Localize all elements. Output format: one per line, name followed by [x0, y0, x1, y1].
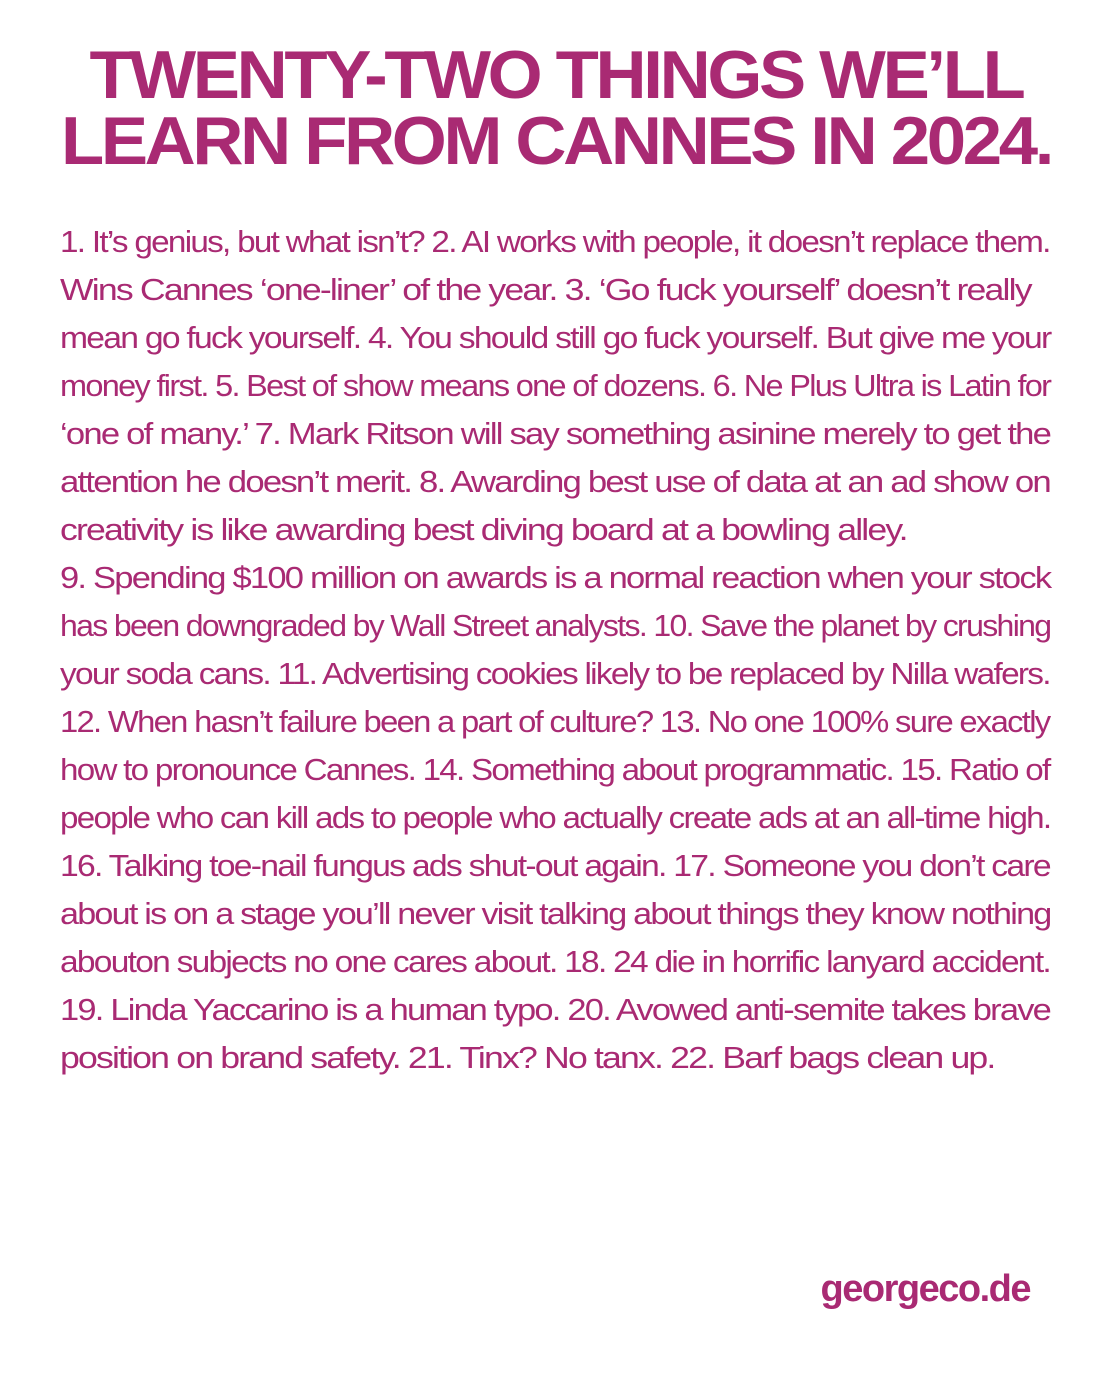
body-line: 19. Linda Yaccarino is a human typo. 20. Avowed anti-semite takes brave — [60, 992, 1051, 1027]
body-line: 12. When hasn’t failure been a part of culture? 13. No one 100% sure exactly — [60, 704, 1050, 739]
body-line: ‘one of many.’ 7. Mark Ritson will say something asinine merely to get the — [60, 416, 1051, 451]
body-line: position on brand safety. 21. Tinx? No tanx. 22. Barf bags clean up. — [60, 1040, 995, 1075]
headline — [40, 37, 1072, 179]
body-line: 9. Spending $100 million on awards is a normal reaction when your stock — [60, 560, 1051, 595]
body-line: Wins Cannes ‘one-liner’ of the year. 3. ‘Go fuck yourself’ doesn’t really — [60, 272, 1031, 307]
body-line: creativity is like awarding best diving board at a bowling alley. — [60, 512, 907, 547]
body-line: abouton subjects no one cares about. 18. 24 die in horrific lanyard accident. — [60, 944, 1050, 979]
headline-line-2: LEARN FROM CANNES IN 2024. — [60, 103, 1052, 179]
body-line: money first. 5. Best of show means one of dozens. 6. Ne Plus Ultra is Latin for — [60, 368, 1051, 403]
headline-line-1: TWENTY-TWO THINGS WE’LL — [89, 37, 1023, 113]
website-link[interactable]: georgeco.de — [820, 1268, 1030, 1310]
body-line: mean go fuck yourself. 4. You should still go fuck yourself. But give me your — [60, 320, 1051, 355]
body-line: your soda cans. 11. Advertising cookies likely to be replaced by Nilla wafers. — [60, 656, 1050, 691]
body-line: how to pronounce Cannes. 14. Something about programmatic. 15. Ratio of — [60, 752, 1050, 787]
body-line: 16. Talking toe-nail fungus ads shut-out again. 17. Someone you don’t care — [60, 848, 1050, 883]
body-line: people who can kill ads to people who actually create ads at an all-time high. — [60, 800, 1051, 835]
body-text — [60, 218, 1050, 1082]
body-line: 1. It’s genius, but what isn’t? 2. AI works with people, it doesn’t replace them. — [60, 224, 1050, 259]
body-line: attention he doesn’t merit. 8. Awarding best use of data at an ad show on — [60, 464, 1050, 499]
body-line: has been downgraded by Wall Street analysts. 10. Save the planet by crushing — [60, 608, 1051, 643]
body-line: about is on a stage you’ll never visit talking about things they know nothing — [60, 896, 1051, 931]
